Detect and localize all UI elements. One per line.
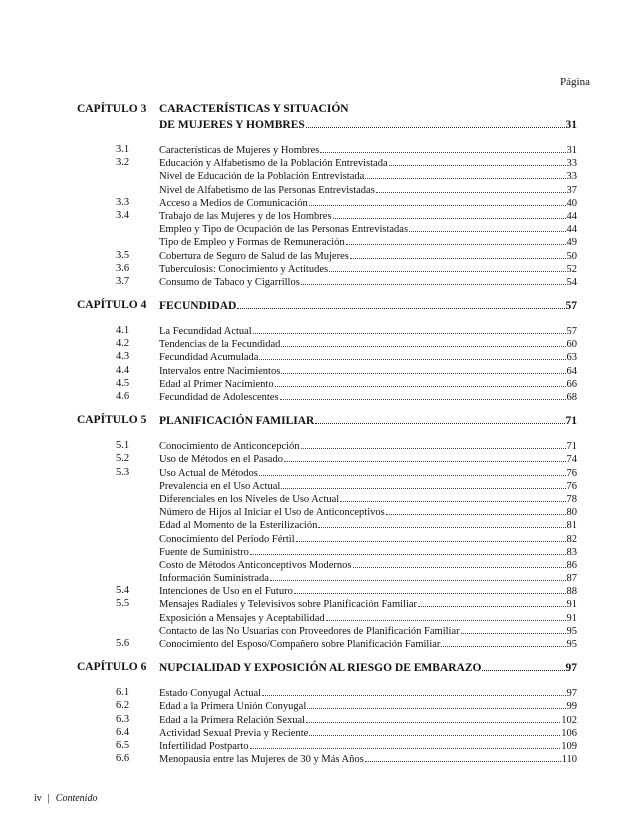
chapter-page-number: 31	[565, 119, 577, 131]
toc-entry[interactable]	[0, 492, 638, 505]
entry-title: Costo de Métodos Anticonceptivos Modernos	[159, 559, 352, 571]
dot-leader	[259, 466, 566, 476]
dot-leader	[259, 350, 565, 360]
entry-title: Tuberculosis: Conocimiento y Actitudes	[159, 263, 329, 275]
entry-title: Fecundidad Acumulada	[159, 352, 259, 364]
entry-number: 4.4	[116, 364, 130, 376]
entry-title: Fuente de Suministro	[159, 546, 249, 558]
dot-leader	[346, 235, 566, 245]
entry-number: 4.6	[116, 391, 130, 402]
dot-leader	[307, 699, 565, 709]
toc-entry[interactable]	[0, 558, 638, 571]
entry-title: Exposición a Mensajes y Aceptabilidad	[159, 612, 325, 624]
entry-title: Información Suministrada	[159, 573, 269, 585]
toc-chapter	[0, 298, 638, 403]
toc-entry[interactable]	[0, 584, 638, 597]
entry-page-number: 95	[566, 639, 577, 650]
toc-entry[interactable]	[0, 275, 638, 288]
toc-entry[interactable]	[0, 324, 638, 337]
toc-entry[interactable]	[0, 726, 638, 739]
toc-entry[interactable]	[0, 699, 638, 712]
toc-entry[interactable]	[0, 624, 638, 637]
toc-entry[interactable]	[0, 156, 638, 169]
entry-page-number: 80	[566, 507, 577, 519]
entry-number: 4.1	[116, 325, 130, 337]
toc-entry[interactable]	[0, 686, 638, 699]
dot-leader	[350, 249, 566, 259]
entry-title: Conocimiento del Período Fértil	[159, 533, 295, 545]
entry-number: 5.3	[116, 466, 130, 478]
entry-page-number: 88	[566, 586, 577, 598]
entry-title: Edad a la Primera Relación Sexual	[159, 714, 306, 726]
entry-title: Trabajo de las Mujeres y de los Hombres	[159, 210, 332, 222]
toc-entry[interactable]	[0, 196, 638, 209]
chapter-title: PLANIFICACIÓN FAMILIAR	[159, 415, 315, 428]
entry-title: Conocimiento del Esposo/Compañero sobre Planificación Familiar	[159, 639, 441, 650]
entry-page-number: 87	[566, 573, 577, 585]
entry-title: Contacto de las No Usuarias con Proveedores de Planificación Familiar	[159, 625, 460, 637]
entry-number: 6.4	[116, 726, 130, 738]
dot-leader	[318, 518, 565, 528]
toc-entry[interactable]	[0, 713, 638, 726]
dot-leader	[482, 660, 564, 671]
entry-page-number: 102	[561, 714, 577, 726]
toc-entry[interactable]	[0, 479, 638, 492]
entry-title: Cobertura de Seguro de Salud de las Mujeres	[159, 250, 349, 262]
entry-title: Fecundidad de Adolescentes	[159, 392, 279, 403]
dot-leader	[309, 726, 560, 736]
dot-leader	[270, 571, 566, 581]
entry-page-number: 86	[566, 559, 577, 571]
entry-number: 5.4	[116, 585, 130, 597]
entry-page-number: 97	[566, 688, 577, 700]
toc-entry[interactable]	[0, 637, 638, 650]
chapter-title: FECUNDIDAD	[159, 300, 237, 313]
toc-chapter	[0, 102, 638, 288]
chapter-heading[interactable]	[0, 660, 638, 676]
dot-leader	[418, 597, 565, 607]
entry-title: Acceso a Medios de Comunicación	[159, 197, 308, 209]
entry-number: 3.4	[116, 209, 130, 221]
dot-leader	[294, 584, 566, 594]
entry-title: Edad al Primer Nacimiento	[159, 378, 274, 390]
toc-entry[interactable]	[0, 571, 638, 584]
entry-title: Conocimiento de Anticoncepción	[159, 441, 300, 453]
entry-page-number: 60	[566, 339, 577, 351]
chapter-heading[interactable]	[0, 413, 638, 429]
dot-leader	[250, 739, 561, 749]
entry-page-number: 57	[566, 326, 577, 338]
entry-title: Uso Actual de Métodos	[159, 467, 258, 479]
chapter-title: NUPCIALIDAD Y EXPOSICIÓN AL RIESGO DE EMBARAZO	[159, 662, 482, 675]
entry-page-number: 91	[566, 599, 577, 611]
toc-entry[interactable]	[0, 183, 638, 196]
entry-title: Diferenciales en los Niveles de Uso Actual	[159, 493, 340, 505]
entry-number: 5.5	[116, 598, 130, 610]
page-column-label: Página	[560, 76, 590, 88]
entry-number: 6.3	[116, 713, 130, 725]
toc-entry[interactable]	[0, 390, 638, 403]
entry-number: 5.1	[116, 440, 130, 452]
dot-leader	[280, 390, 566, 400]
dot-leader	[389, 156, 566, 166]
toc-entry[interactable]	[0, 466, 638, 479]
toc-entry[interactable]	[0, 350, 638, 363]
entry-title: Tendencias de la Fecundidad	[159, 339, 281, 351]
entry-number: 3.5	[116, 249, 130, 261]
entry-page-number: 106	[561, 727, 577, 739]
dot-leader	[353, 558, 566, 568]
entry-title: Características de Mujeres y Hombres	[159, 145, 320, 156]
dot-leader	[281, 479, 565, 489]
toc-chapter	[0, 413, 638, 650]
entry-title: Número de Hijos al Iniciar el Uso de Anticonceptivos	[159, 507, 385, 519]
entry-number: 6.6	[116, 753, 130, 765]
entry-number: 5.2	[116, 453, 130, 465]
entry-title: La Fecundidad Actual	[159, 326, 252, 338]
toc-entry[interactable]	[0, 364, 638, 377]
entry-title: Mensajes Radiales y Televisivos sobre Planificación Familiar	[159, 599, 418, 611]
dot-leader	[296, 532, 566, 542]
entry-number: 3.1	[116, 144, 130, 155]
dot-leader	[262, 686, 565, 696]
entry-page-number: 66	[566, 378, 577, 390]
toc-entry[interactable]	[0, 222, 638, 235]
dot-leader	[326, 611, 566, 621]
entry-number: 6.1	[116, 687, 130, 699]
toc-entry[interactable]	[0, 611, 638, 624]
entry-number: 3.2	[116, 157, 130, 169]
entry-page-number: 44	[566, 210, 577, 222]
dot-leader	[306, 713, 560, 723]
chapter-title: CARACTERÍSTICAS Y SITUACIÓN	[159, 103, 349, 115]
toc-entry[interactable]	[0, 169, 638, 182]
entry-page-number: 74	[566, 454, 577, 466]
dot-leader	[284, 452, 566, 462]
chapter-title: DE MUJERES Y HOMBRES	[159, 119, 305, 131]
entry-page-number: 33	[566, 158, 577, 170]
chapter-number: CAPÍTULO 4	[77, 299, 147, 312]
entry-title: Intervalos entre Nacimientos	[159, 365, 281, 377]
entry-page-number: 78	[566, 493, 577, 505]
entry-page-number: 95	[566, 625, 577, 637]
dot-leader	[275, 377, 566, 387]
dot-leader	[386, 505, 566, 515]
dot-leader	[250, 545, 566, 555]
toc-entry[interactable]	[0, 143, 638, 156]
dot-leader	[461, 624, 566, 634]
entry-page-number: 91	[566, 612, 577, 624]
entry-page-number: 44	[566, 224, 577, 236]
entry-page-number: 49	[566, 237, 577, 249]
entry-title: Consumo de Tabaco y Cigarrillos	[159, 276, 300, 288]
entry-page-number: 82	[566, 533, 577, 545]
entry-number: 4.3	[116, 351, 130, 363]
entry-title: Intenciones de Uso en el Futuro	[159, 586, 293, 598]
dot-leader	[309, 196, 566, 206]
entry-number: 4.5	[116, 377, 130, 389]
toc-entry[interactable]	[0, 532, 638, 545]
entry-page-number: 37	[566, 184, 577, 196]
toc-entry[interactable]	[0, 337, 638, 350]
entry-number: 6.5	[116, 739, 130, 751]
entry-title: Tipo de Empleo y Formas de Remuneración	[159, 237, 345, 249]
footer-page-number: iv	[34, 793, 42, 804]
toc-entry[interactable]	[0, 452, 638, 465]
entry-page-number: 50	[566, 250, 577, 262]
footer-section: Contenido	[55, 793, 98, 804]
entry-page-number: 68	[566, 392, 577, 403]
dot-leader	[333, 209, 566, 219]
entry-title: Educación y Alfabetismo de la Población Entrevistada	[159, 158, 388, 170]
dot-leader	[365, 752, 561, 762]
entry-title: Prevalencia en el Uso Actual	[159, 480, 281, 492]
dot-leader	[301, 439, 566, 449]
toc-entry[interactable]	[0, 439, 638, 452]
entry-title: Nivel de Alfabetismo de las Personas Entrevistadas	[159, 184, 375, 196]
entry-page-number: 54	[566, 276, 577, 288]
toc-entry[interactable]	[0, 249, 638, 262]
entry-title: Edad al Momento de la Esterilización	[159, 520, 318, 532]
dot-leader	[281, 364, 565, 374]
chapter-page-number: 57	[565, 300, 577, 313]
toc-entry[interactable]	[0, 235, 638, 248]
entry-page-number: 109	[561, 740, 577, 752]
dot-leader	[253, 324, 566, 334]
toc-chapter	[0, 660, 638, 765]
toc-entry[interactable]	[0, 597, 638, 610]
dot-leader	[365, 169, 565, 179]
toc-entry[interactable]	[0, 505, 638, 518]
chapter-heading[interactable]	[0, 298, 638, 314]
entry-title: Uso de Métodos en el Pasado	[159, 454, 283, 466]
entry-title: Empleo y Tipo de Ocupación de las Personas Entrevistadas	[159, 224, 409, 236]
entry-number: 6.2	[116, 700, 130, 712]
entry-page-number: 83	[566, 546, 577, 558]
entry-page-number: 71	[566, 441, 577, 453]
entry-page-number: 110	[561, 754, 577, 766]
entry-page-number: 33	[566, 171, 577, 183]
toc-entry[interactable]	[0, 377, 638, 390]
entry-number: 3.3	[116, 196, 130, 208]
entry-page-number: 64	[566, 365, 577, 377]
chapter-heading[interactable]	[0, 102, 638, 133]
entry-page-number: 31	[566, 145, 577, 156]
chapter-page-number: 97	[565, 662, 577, 675]
toc-entry[interactable]	[0, 739, 638, 752]
entry-title: Infertilidad Postparto	[159, 740, 249, 752]
entry-number: 5.6	[116, 638, 130, 649]
dot-leader	[281, 337, 565, 347]
entry-page-number: 63	[566, 352, 577, 364]
dot-leader	[306, 117, 565, 128]
table-of-contents	[0, 102, 638, 775]
page-footer	[34, 793, 97, 804]
dot-leader	[409, 222, 565, 232]
entry-page-number: 99	[566, 701, 577, 713]
entry-page-number: 76	[566, 467, 577, 479]
entry-page-number: 52	[566, 263, 577, 275]
toc-entry[interactable]	[0, 209, 638, 222]
entry-title: Estado Conyugal Actual	[159, 688, 262, 700]
entry-number: 4.2	[116, 338, 130, 350]
chapter-page-number: 71	[565, 415, 577, 428]
dot-leader	[315, 413, 564, 424]
dot-leader	[320, 143, 565, 153]
entry-page-number: 81	[566, 520, 577, 532]
dot-leader	[329, 262, 565, 272]
toc-entry[interactable]	[0, 545, 638, 558]
entry-title: Menopausia entre las Mujeres de 30 y Más Años	[159, 754, 364, 766]
entry-title: Actividad Sexual Previa y Reciente	[159, 727, 309, 739]
dot-leader	[301, 275, 566, 285]
entry-title: Edad a la Primera Unión Conyugal	[159, 701, 307, 713]
toc-entry[interactable]	[0, 262, 638, 275]
entry-page-number: 40	[566, 197, 577, 209]
chapter-number: CAPÍTULO 5	[77, 414, 147, 427]
chapter-number: CAPÍTULO 6	[77, 661, 147, 674]
entry-number: 3.7	[116, 275, 130, 287]
entry-number: 3.6	[116, 262, 130, 274]
dot-leader	[237, 298, 564, 309]
dot-leader	[441, 637, 565, 647]
dot-leader	[376, 183, 566, 193]
dot-leader	[340, 492, 565, 502]
toc-entry[interactable]	[0, 752, 638, 765]
entry-title: Nivel de Educación de la Población Entrevistada	[159, 171, 365, 183]
entry-page-number: 76	[566, 480, 577, 492]
footer-separator: |	[47, 793, 50, 804]
chapter-number: CAPÍTULO 3	[77, 103, 147, 115]
toc-entry[interactable]	[0, 518, 638, 531]
